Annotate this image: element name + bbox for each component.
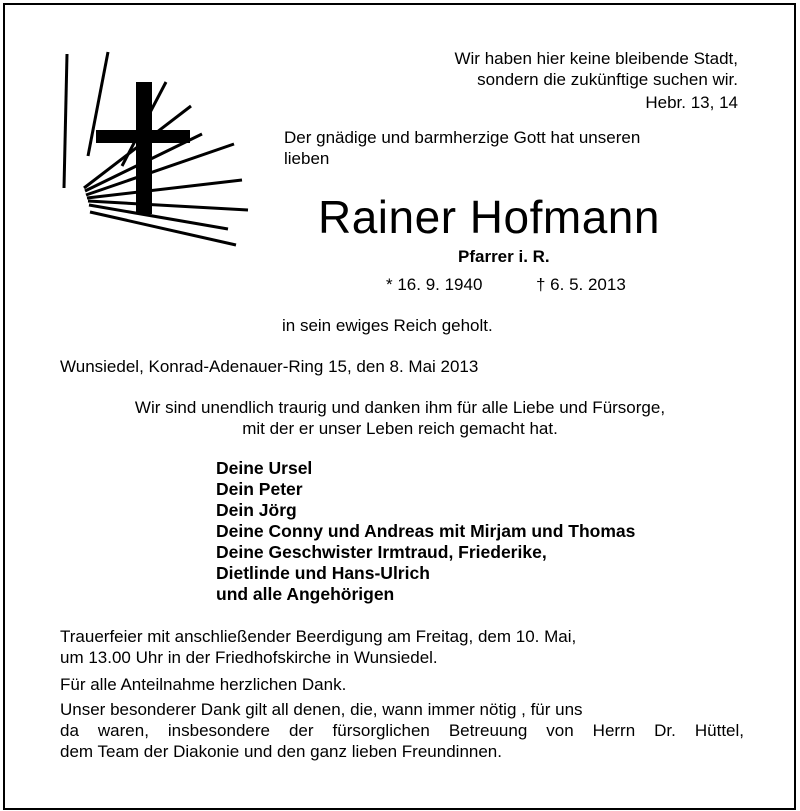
special-thanks-line: Unser besonderer Dank gilt all denen, die, wann immer nötig , für uns	[60, 700, 583, 719]
family-member: Dietlinde und Hans-Ulrich	[216, 563, 430, 583]
family-member: und alle Angehörigen	[216, 584, 395, 604]
special-thanks-line: da waren, insbesondere der fürsorglichen Betreuung von Herrn Dr. Hüttel,	[60, 721, 744, 740]
family-member: Dein Jörg	[216, 500, 297, 520]
motto	[454, 48, 738, 113]
funeral-line: um 13.00 Uhr in der Friedhofskirche in Wunsiedel.	[60, 648, 438, 667]
intro-text	[284, 127, 640, 169]
family-member: Dein Peter	[216, 479, 303, 499]
place-date: Wunsiedel, Konrad-Adenauer-Ring 15, den 8. Mai 2013	[60, 357, 479, 376]
motto-line: sondern die zukünftige suchen wir.	[477, 70, 738, 89]
motto-line: Wir haben hier keine bleibende Stadt,	[454, 49, 738, 68]
intro-line: Der gnädige und barmherzige Gott hat unseren	[284, 128, 641, 147]
deceased-name: Rainer Hofmann	[318, 191, 660, 243]
family-member: Deine Ursel	[216, 458, 313, 478]
thanks-line: mit der er unser Leben reich gemacht hat.	[242, 419, 558, 438]
special-thanks-line: dem Team der Diakonie und den ganz lieben Freundinnen.	[60, 742, 502, 761]
deceased-title: Pfarrer i. R.	[458, 247, 550, 266]
motto-source: Hebr. 13, 14	[645, 93, 738, 112]
thanks-text	[0, 397, 800, 439]
special-thanks	[60, 699, 744, 762]
death-date: † 6. 5. 2013	[536, 275, 626, 294]
family-member: Deine Conny und Andreas mit Mirjam und Thomas	[216, 521, 636, 541]
thanks-line: Wir sind unendlich traurig und danken ihm für alle Liebe und Fürsorge,	[134, 398, 666, 417]
birth-date: * 16. 9. 1940	[386, 275, 483, 294]
outro-text: in sein ewiges Reich geholt.	[282, 316, 493, 335]
funeral-info	[60, 626, 576, 668]
funeral-line: Trauerfeier mit anschließender Beerdigung am Freitag, dem 10. Mai,	[60, 627, 577, 646]
cross-with-rays-icon	[58, 48, 258, 253]
family-member: Deine Geschwister Irmtraud, Friederike,	[216, 542, 547, 562]
intro-line: lieben	[284, 149, 330, 168]
family-list	[216, 458, 635, 605]
sympathy-thanks: Für alle Anteilnahme herzlichen Dank.	[60, 675, 347, 694]
